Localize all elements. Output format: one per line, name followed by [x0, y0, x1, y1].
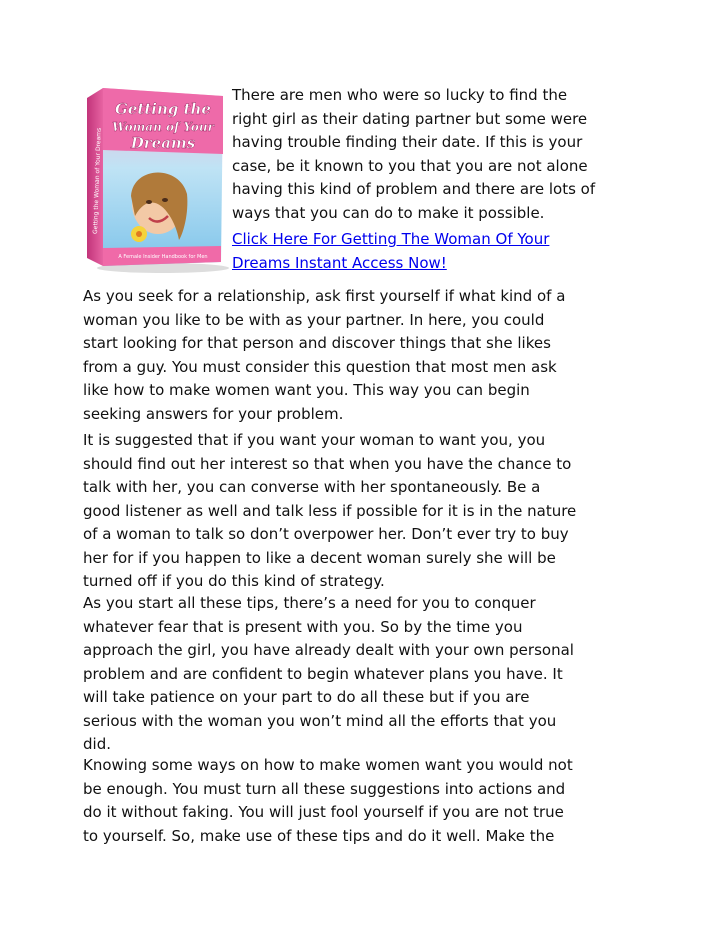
paragraph-line: start looking for that person and discover things that she likes [83, 334, 551, 352]
paragraph-line: her for if you happen to like a decent woman surely she will be [83, 548, 556, 567]
paragraph-line: should find out her interest so that when you have the chance to [83, 454, 572, 473]
paragraph-line: of a woman to talk so don’t overpower her. Don’t ever try to buy [83, 525, 569, 543]
paragraph-line: will take patience on your part to do all these but if you are [83, 688, 530, 706]
intro-line: having trouble finding their date. If this is your [232, 133, 583, 151]
paragraph-line: woman you like to be with as your partner. In here, you could [83, 310, 545, 329]
paragraph-line: It is suggested that if you want your woman to want you, you [83, 431, 546, 449]
paragraph-1 [83, 285, 653, 426]
paragraph-2 [83, 429, 653, 594]
paragraph-line: do it without faking. You will just fool yourself if you are not true [83, 803, 564, 821]
paragraph-line: problem and are confident to begin whatever plans you have. It [83, 664, 563, 683]
paragraph-line: As you seek for a relationship, ask first yourself if what kind of a [83, 287, 566, 305]
cover-subtitle: A Female Insider Handbook for Men [118, 254, 208, 260]
paragraph-line: seeking answers for your problem. [83, 404, 344, 423]
intro-paragraph [232, 84, 652, 225]
cover-title-line-1: Getting the [115, 100, 211, 118]
paragraph-line: serious with the woman you won’t mind all the efforts that you [83, 711, 557, 730]
paragraph-line: turned off if you do this kind of strategy. [83, 572, 385, 590]
paragraph-line: talk with her, you can converse with her spontaneously. Be a [83, 478, 541, 496]
paragraph-line: to yourself. So, make use of these tips and do it well. Make the [83, 826, 555, 845]
link-line-2[interactable]: Dreams Instant Access Now! [232, 253, 447, 272]
cover-title-line-2: Woman of Your [112, 120, 214, 134]
paragraph-line: from a guy. You must consider this question that most men ask [83, 357, 557, 376]
paragraph-line: approach the girl, you have already dealt with your own personal [83, 641, 574, 659]
intro-line: case, be it known to you that you are not alone [232, 156, 588, 175]
paragraph-line: As you start all these tips, there’s a need for you to conquer [83, 594, 536, 612]
paragraph-line: good listener as well and talk less if possible for it is in the nature [83, 501, 577, 520]
cover-title-line-3: Dreams [130, 134, 196, 152]
instant-access-link[interactable] [232, 228, 652, 275]
intro-line: having this kind of problem and there are lots of [232, 180, 596, 198]
paragraph-line: be enough. You must turn all these suggestions into actions and [83, 779, 566, 798]
intro-line: right girl as their dating partner but some were [232, 109, 588, 128]
paragraph-line: did. [83, 735, 111, 753]
intro-line: There are men who were so lucky to find the [232, 86, 568, 104]
book-cover-image [83, 84, 231, 274]
paragraph-3 [83, 592, 653, 757]
cover-spine-text: Getting the Woman of Your Dreams [92, 127, 103, 235]
intro-section [83, 84, 658, 280]
paragraph-4 [83, 754, 653, 848]
paragraph-line: Knowing some ways on how to make women want you would not [83, 756, 573, 774]
intro-line: ways that you can do to make it possible. [232, 203, 545, 222]
link-line-1[interactable]: Click Here For Getting The Woman Of Your [232, 230, 550, 248]
paragraph-line: like how to make women want you. This way you can begin [83, 381, 530, 399]
paragraph-line: whatever fear that is present with you. So by the time you [83, 617, 523, 636]
